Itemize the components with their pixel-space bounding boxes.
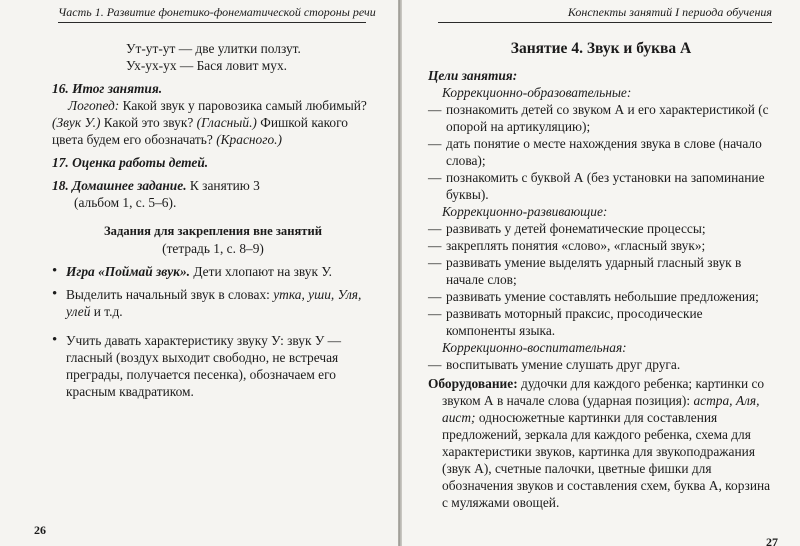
left-page-number: 26	[34, 523, 46, 537]
lesson-title: Занятие 4. Звук и буква А	[510, 40, 692, 57]
tasks-title: Задания для закрепления вне занятий	[104, 224, 322, 238]
corr-dev-item: — развивать умение выделять ударный гласный звук в начале слов;	[428, 254, 774, 288]
poem-line-1: Ут-ут-ут — две улитки ползут.	[126, 41, 301, 56]
corr-upbr-heading: Коррекционно-воспитательная:	[442, 340, 627, 355]
corr-edu-item: — познакомить с буквой А (без установки на запоминание буквы).	[428, 169, 774, 203]
left-running-head: Часть 1. Развитие фонетико-фонематической стороны речи	[58, 5, 366, 23]
equipment-paragraph: Оборудование: дудочки для каждого ребенка; картинки со звуком А в начале слова (ударная позиция): астра, Аля, аист; односюжетные картинки для составления предложений, зеркала для каждого ребенка, схема для характеристики звуков, картинка для звукоподражания (звук А), счетные палочки, цветные фишки для обозначения звуков и составления схем, буква А, корзина с муляжами овощей.	[428, 376, 771, 510]
poem-line-2: Ух-ух-ух — Бася ловит мух.	[126, 58, 287, 73]
corr-upbr-item: — воспитывать умение слушать друг друга.	[428, 356, 774, 373]
corr-dev-item: — развивать умение составлять небольшие предложения;	[428, 288, 774, 305]
corr-dev-heading: Коррекционно-развивающие:	[442, 204, 608, 219]
right-page-number: 27	[766, 535, 778, 546]
corr-dev-item: — развивать моторный праксис, просодические компоненты языка.	[428, 305, 774, 339]
section-17	[52, 154, 374, 171]
left-content	[52, 40, 374, 400]
section-18-ref: (альбом 1, с. 5–6).	[74, 195, 177, 210]
corr-edu-item: — познакомить детей со звуком А и его характеристикой (с опорой на артикуляцию);	[428, 101, 774, 135]
section-17-title: 17. Оценка работы детей.	[52, 155, 209, 170]
corr-edu-heading: Коррекционно-образовательные:	[442, 85, 632, 100]
right-page	[402, 0, 800, 546]
section-16	[52, 80, 374, 148]
corr-edu-item: — дать понятие о месте нахождения звука в слове (начало слова);	[428, 135, 774, 169]
right-content	[428, 40, 774, 511]
task-bullet-3: • Учить давать характеристику звуку У: звук У — гласный (воздух выходит свободно, не встречая преграды, получается песенка), обозначаем его красным квадратиком.	[52, 332, 374, 400]
tasks-ref: (тетрадь 1, с. 8–9)	[162, 241, 264, 256]
section-18	[52, 177, 374, 211]
section-16-title: 16. Итог занятия.	[52, 81, 163, 96]
corr-dev-item: — закреплять понятия «слово», «гласный звук»;	[428, 237, 774, 254]
goals-heading: Цели занятия:	[428, 68, 518, 83]
task-bullet-1: • Игра «Поймай звук». Дети хлопают на звук У.	[52, 263, 374, 280]
tasks-header	[52, 223, 374, 257]
right-running-head: Конспекты занятий I периода обучения	[438, 5, 772, 23]
section-16-text: Логопед: Какой звук у паровозика самый любимый? (Звук У.) Какой это звук? (Гласный.) Фишкой какого цвета будем его обозначать? (Красного.)	[52, 98, 367, 147]
task-bullet-2: • Выделить начальный звук в словах: утка, уши, Уля, улей и т.д.	[52, 286, 374, 320]
left-page	[0, 0, 398, 546]
section-18-text: 18. Домашнее задание. К занятию 3	[52, 178, 260, 193]
corr-dev-item: — развивать у детей фонематические процессы;	[428, 220, 774, 237]
